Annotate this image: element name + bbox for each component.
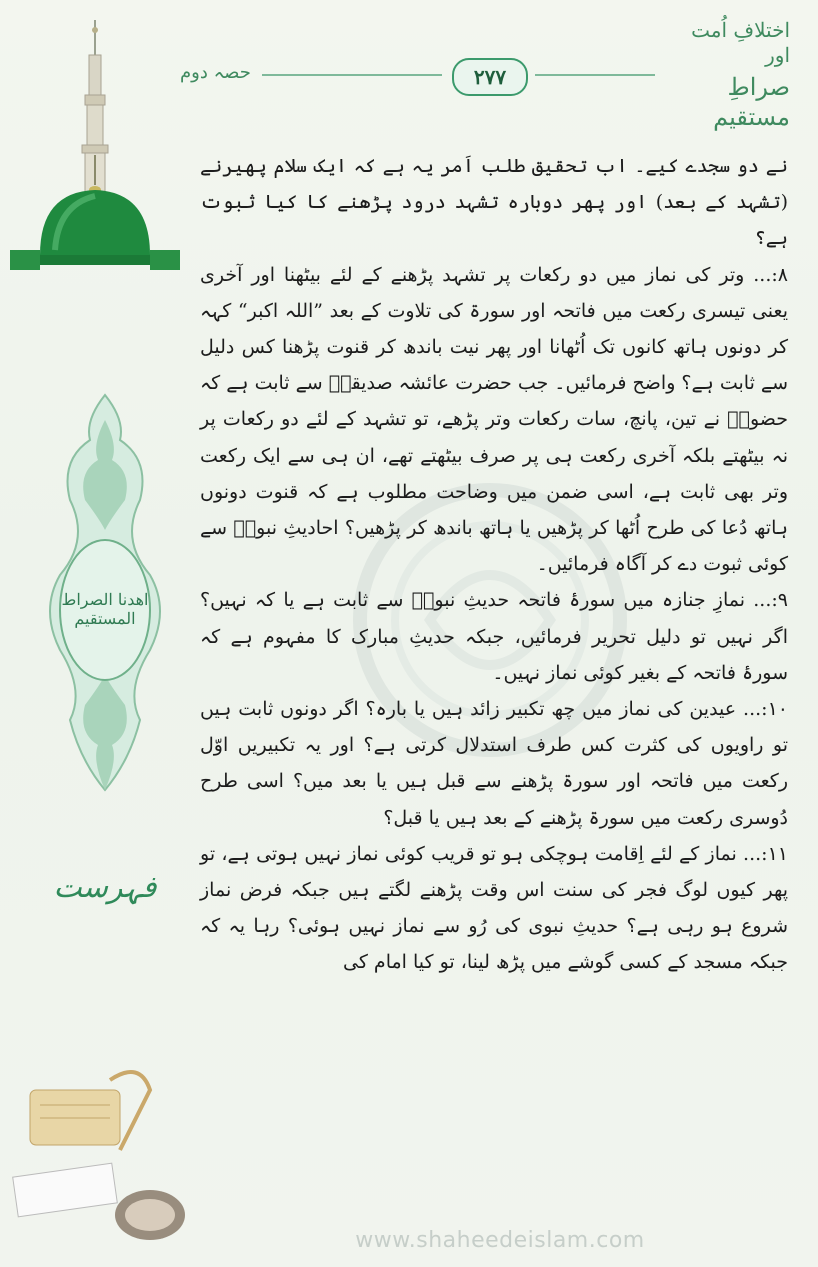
website-url[interactable]: www.shaheedeislam.com xyxy=(355,1228,645,1253)
paragraph: ۹:... نمازِ جنازہ میں سورۂ فاتحہ حدیثِ نبویؐ سے ثابت ہے یا کہ نہیں؟ اگر نہیں تو دلیل تحریر فرمائیں، جبکہ حدیثِ مبارک کا مفہوم ہے کہ سورۂ فاتحہ کے بغیر کوئی نماز نہیں۔ xyxy=(200,589,788,684)
left-decoration xyxy=(0,0,200,1267)
scroll-quill-illustration xyxy=(13,1072,185,1240)
paragraph: ۱۰:... عیدین کی نماز میں چھ تکبیر زائد ہیں یا بارہ؟ اگر دونوں ثابت ہیں تو راویوں کی کثرت کس طرف استدلال کرتی ہے؟ اور یہ تکبیریں اوّل رکعت میں فاتحہ اور سورۃ پڑھنے سے قبل ہیں یا بعد میں؟ اسی طرح دُوسری رکعت میں سورۃ پڑھنے کے بعد ہیں یا قبل؟ xyxy=(200,698,788,829)
table-of-contents-link[interactable]: فہرست xyxy=(53,870,157,905)
paragraph: نے دو سجدے کیے۔ اب تحقیق طلب اَمر یہ ہے کہ ایک سلام پھیرنے (تشہد کے بعد) اور پھر دوبارہ تشہد درود پڑھنے کا کیا ثبوت ہے؟ xyxy=(200,155,788,250)
book-title xyxy=(670,18,790,132)
header-ornament-left xyxy=(262,74,442,76)
paragraph: ۱۱:... نماز کے لئے اِقامت ہوچکی ہو تو قریب کوئی نماز نہیں ہوتی ہے، تو پھر کیوں لوگ فجر کی سنت اس وقت پڑھنے لگتے ہیں جبکہ فرض نماز شروع ہو رہی ہے؟ حدیثِ نبوی کی رُو سے نماز نہیں ہوئی؟ رہا یہ کہ جبکہ مسجد کے کسی گوشے میں پڑھ لینا، تو کیا امام کی xyxy=(200,842,788,974)
book-title-line2: صراطِ مستقیم xyxy=(713,73,790,131)
article-body xyxy=(200,148,788,981)
book-title-line1: اختلافِ اُمت اور xyxy=(691,18,790,67)
panel-calligraphy: اھدنا الصراط المستقیم xyxy=(61,590,149,628)
paragraph: ۸:... وتر کی نماز میں دو رکعات پر تشہد پڑھنے کے لئے بیٹھنا اور آخری یعنی تیسری رکعت میں فاتحہ اور سورۃ کی تلاوت کے بعد ”اللہ اکبر“ کہہ کر دونوں ہاتھ کانوں تک اُٹھانا اور پھر نیت باندھ کر قنوت پڑھنا کس دلیل سے ثابت ہے؟ واضح فرمائیں۔ جب حضرت عائشہ صدیقہؓ سے ثابت ہے کہ حضورؐ نے تین، پانچ، سات رکعات وتر پڑھے، تو تشہد کے لئے دو رکعات پر نہ بیٹھتے بلکہ آخری رکعت ہی پر صرف بیٹھتے تھے، ان ہی سے ایک رکعت وتر بھی ثابت ہے، اسی ضمن میں وضاحت مطلوب ہے کہ قنوت دونوں ہاتھ دُعا کی طرح اُٹھا کر پڑھیں یا ہاتھ باندھ کر پڑھیں؟ احادیثِ نبویؐ سے کوئی ثبوت دے کر آگاہ فرمائیں۔ xyxy=(200,263,788,576)
section-label: حصہ دوم xyxy=(180,62,251,83)
green-dome-illustration xyxy=(10,155,180,270)
header-ornament-right xyxy=(535,74,655,76)
page-number-badge: ۲۷۷ xyxy=(452,58,528,96)
